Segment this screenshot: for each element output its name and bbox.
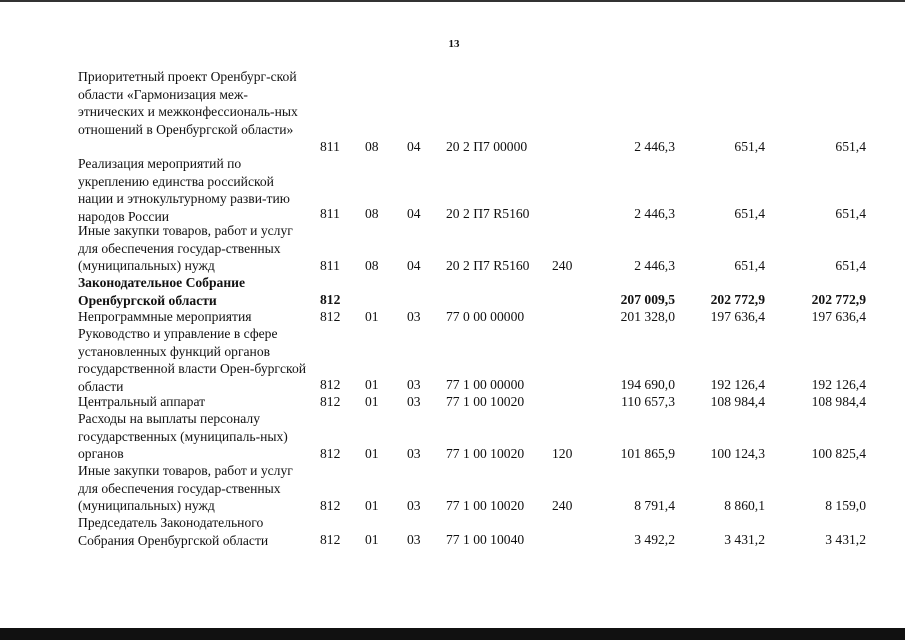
row-name: Расходы на выплаты персоналу государственных (муниципаль-ных) органов — [78, 411, 288, 461]
row-name: Законодательное Собрание Оренбургской области — [78, 275, 246, 308]
cell-amount-3: 651,4 — [835, 257, 866, 273]
cell-podrazdel: 04 — [407, 205, 421, 221]
cell-ved: 812 — [320, 376, 341, 392]
table-row — [0, 325, 905, 393]
row-name: Центральный аппарат — [78, 394, 206, 409]
cell-razdel: 01 — [365, 531, 379, 547]
cell-ved: 812 — [320, 531, 341, 547]
cell-razdel: 01 — [365, 497, 379, 513]
cell-ved: 812 — [320, 291, 341, 307]
cell-target-article: 77 1 00 10020 — [446, 497, 525, 513]
cell-amount-3: 108 984,4 — [811, 393, 866, 409]
cell-podrazdel: 03 — [407, 308, 421, 324]
cell-podrazdel: 04 — [407, 257, 421, 273]
cell-amount-3: 192 126,4 — [811, 376, 866, 392]
table-row — [0, 462, 905, 514]
cell-podrazdel: 03 — [407, 376, 421, 392]
cell-expense-type: 240 — [552, 497, 573, 513]
cell-expense-type: 120 — [552, 445, 573, 461]
page-top-edge — [0, 0, 905, 2]
cell-razdel: 01 — [365, 445, 379, 461]
cell-ved: 812 — [320, 308, 341, 324]
cell-amount-1: 207 009,5 — [620, 291, 675, 307]
page-number: 13 — [448, 38, 460, 50]
cell-target-article: 20 2 П7 R5160 — [446, 205, 530, 221]
cell-ved: 811 — [320, 138, 340, 154]
cell-target-article: 77 1 00 10040 — [446, 531, 525, 547]
cell-amount-3: 651,4 — [835, 138, 866, 154]
cell-ved: 812 — [320, 393, 341, 409]
cell-amount-1: 201 328,0 — [620, 308, 675, 324]
cell-amount-3: 100 825,4 — [811, 445, 866, 461]
cell-amount-1: 110 657,3 — [621, 393, 675, 409]
row-name: Непрограммные мероприятия — [78, 309, 252, 324]
cell-podrazdel: 03 — [407, 531, 421, 547]
cell-amount-2: 202 772,9 — [710, 291, 765, 307]
cell-razdel: 08 — [365, 205, 379, 221]
cell-amount-2: 651,4 — [734, 257, 765, 273]
cell-amount-2: 100 124,3 — [710, 445, 765, 461]
cell-target-article: 20 2 П7 R5160 — [446, 257, 530, 273]
row-name: Руководство и управление в сфере установленных функций органов государственной власти Орен-бургской области — [78, 326, 307, 394]
cell-podrazdel: 03 — [407, 497, 421, 513]
table-row — [0, 308, 905, 325]
table-row — [0, 222, 905, 274]
row-name: Иные закупки товаров, работ и услуг для обеспечения государ-ственных (муниципальных) нужд — [78, 463, 293, 513]
cell-ved: 811 — [320, 257, 340, 273]
cell-amount-3: 8 159,0 — [825, 497, 866, 513]
page-bottom-edge — [0, 628, 905, 640]
cell-target-article: 77 1 00 00000 — [446, 376, 525, 392]
cell-target-article: 77 1 00 10020 — [446, 445, 525, 461]
cell-amount-2: 108 984,4 — [710, 393, 765, 409]
cell-amount-1: 8 791,4 — [634, 497, 675, 513]
cell-podrazdel: 03 — [407, 445, 421, 461]
table-row — [0, 155, 905, 222]
cell-podrazdel: 03 — [407, 393, 421, 409]
cell-amount-2: 3 431,2 — [724, 531, 765, 547]
table-row — [0, 410, 905, 462]
table-row — [0, 514, 905, 548]
cell-amount-1: 2 446,3 — [634, 257, 675, 273]
cell-expense-type: 240 — [552, 257, 573, 273]
cell-amount-3: 202 772,9 — [811, 291, 866, 307]
cell-razdel: 01 — [365, 308, 379, 324]
cell-amount-1: 194 690,0 — [620, 376, 675, 392]
row-name: Приоритетный проект Оренбург-ской области «Гармонизация меж-этнических и межконфессиональ-ных отношений в Оренбургской области» — [78, 69, 298, 137]
cell-amount-1: 101 865,9 — [620, 445, 675, 461]
cell-amount-2: 197 636,4 — [710, 308, 765, 324]
cell-amount-2: 8 860,1 — [724, 497, 765, 513]
cell-ved: 812 — [320, 445, 341, 461]
cell-ved: 812 — [320, 497, 341, 513]
cell-amount-1: 2 446,3 — [634, 138, 675, 154]
cell-amount-3: 651,4 — [835, 205, 866, 221]
cell-target-article: 77 0 00 00000 — [446, 308, 525, 324]
cell-target-article: 20 2 П7 00000 — [446, 138, 528, 154]
table-row — [0, 393, 905, 410]
cell-podrazdel: 04 — [407, 138, 421, 154]
table-row — [0, 274, 905, 308]
cell-razdel: 08 — [365, 257, 379, 273]
cell-amount-3: 3 431,2 — [825, 531, 866, 547]
cell-razdel: 01 — [365, 393, 379, 409]
row-name: Председатель Законодательного Собрания Оренбургской области — [78, 515, 269, 548]
row-name: Иные закупки товаров, работ и услуг для обеспечения государ-ственных (муниципальных) нужд — [78, 223, 293, 273]
cell-razdel: 08 — [365, 138, 379, 154]
cell-amount-2: 192 126,4 — [710, 376, 765, 392]
cell-amount-2: 651,4 — [734, 138, 765, 154]
cell-amount-2: 651,4 — [734, 205, 765, 221]
row-name: Реализация мероприятий по укреплению единства российской нации и этнокультурному разви-тию народов России — [78, 156, 290, 224]
cell-amount-1: 3 492,2 — [634, 531, 675, 547]
cell-amount-3: 197 636,4 — [811, 308, 866, 324]
table-row — [0, 68, 905, 155]
cell-ved: 811 — [320, 205, 340, 221]
cell-amount-1: 2 446,3 — [634, 205, 675, 221]
cell-target-article: 77 1 00 10020 — [446, 393, 525, 409]
cell-razdel: 01 — [365, 376, 379, 392]
